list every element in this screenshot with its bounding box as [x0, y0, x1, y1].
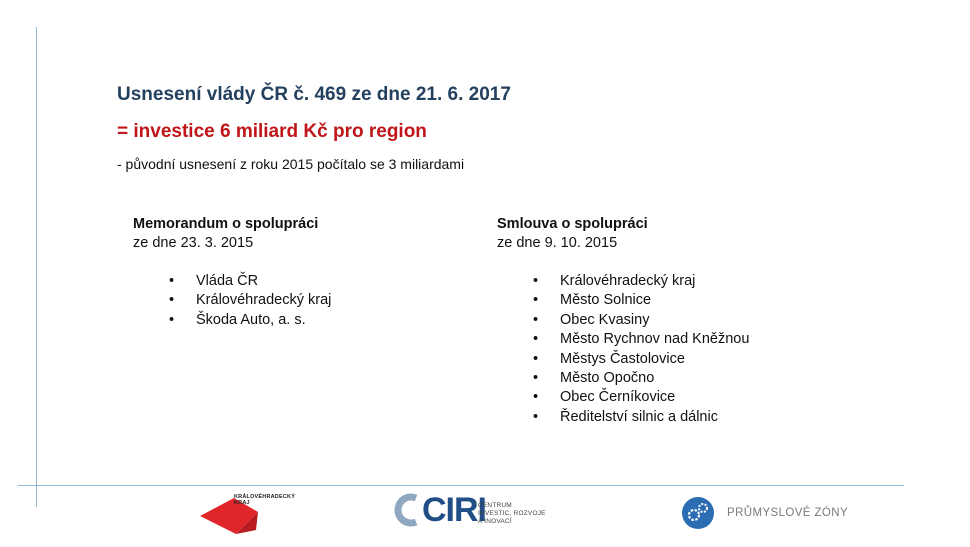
list-item-label: Ředitelství silnic a dálnic — [560, 408, 718, 425]
list-item — [530, 311, 749, 330]
bullet-icon: • — [533, 273, 539, 289]
list-item-label: Královéhradecký kraj — [560, 273, 696, 289]
smlouva-column — [497, 215, 749, 427]
ciri-logo-text — [478, 502, 546, 526]
list-item — [530, 350, 749, 369]
bullet-icon: • — [169, 292, 175, 309]
list-item-label: Obec Černíkovice — [560, 389, 676, 406]
prumyslove-zony-text: PRŮMYSLOVÉ ZÓNY — [727, 507, 849, 519]
slide-note: - původní usnesení z roku 2015 počítalo se 3 miliardami — [117, 156, 465, 172]
list-item-label: Město Opočno — [560, 369, 655, 386]
ciri-logo — [392, 490, 572, 530]
list-item-label: Město Solnice — [560, 292, 652, 309]
list-item — [166, 311, 331, 330]
ciri-logo-line: INVESTIC, ROZVOJE — [478, 510, 546, 517]
memorandum-heading: Memorandum o spolupráci — [133, 216, 319, 232]
list-item-label: Město Rychnov nad Kněžnou — [560, 331, 750, 348]
kraj-logo-text — [234, 494, 295, 506]
bullet-icon: • — [169, 311, 175, 328]
kralovehradecky-kraj-logo — [196, 490, 306, 542]
bullet-icon: • — [533, 350, 539, 367]
kraj-logo-line: KRÁLOVÉHRADECKÝ — [234, 494, 296, 500]
slide-subtitle: = investice 6 miliard Kč pro region — [117, 121, 427, 142]
kraj-logo-line: KRAJ — [234, 500, 250, 506]
list-item — [530, 388, 749, 407]
footer-rule — [18, 485, 904, 486]
ciri-wordmark: CIRI — [422, 491, 486, 529]
list-item — [530, 330, 749, 349]
bullet-icon: • — [533, 331, 539, 348]
list-item — [166, 272, 331, 291]
list-item — [530, 369, 749, 388]
list-item-label: Škoda Auto, a. s. — [196, 311, 306, 328]
list-item-label: Královéhradecký kraj — [196, 292, 332, 309]
bullet-icon: • — [533, 292, 539, 309]
bullet-icon: • — [533, 369, 539, 386]
bullet-icon: • — [533, 408, 539, 425]
gears-icon — [680, 495, 720, 531]
memorandum-list — [133, 272, 331, 330]
smlouva-date: ze dne 9. 10. 2015 — [497, 235, 618, 251]
bullet-icon: • — [169, 273, 175, 289]
bullet-icon: • — [533, 311, 539, 328]
bullet-icon: • — [533, 389, 539, 406]
list-item — [530, 408, 749, 427]
list-item-label: Městys Častolovice — [560, 350, 685, 367]
smlouva-list — [497, 272, 749, 427]
memorandum-date: ze dne 23. 3. 2015 — [133, 235, 254, 251]
list-item-label: Vláda ČR — [196, 273, 259, 289]
list-item — [166, 291, 331, 310]
smlouva-heading: Smlouva o spolupráci — [497, 216, 648, 232]
prumyslove-zony-logo — [680, 495, 870, 531]
ciri-logo-line: A INOVACÍ — [478, 518, 512, 525]
ciri-logo-line: CENTRUM — [478, 502, 512, 509]
vertical-rule — [36, 27, 37, 507]
list-item — [530, 272, 749, 291]
list-item — [530, 291, 749, 310]
slide-title: Usnesení vlády ČR č. 469 ze dne 21. 6. 2017 — [117, 84, 511, 105]
memorandum-column — [133, 215, 331, 330]
list-item-label: Obec Kvasiny — [560, 311, 650, 328]
